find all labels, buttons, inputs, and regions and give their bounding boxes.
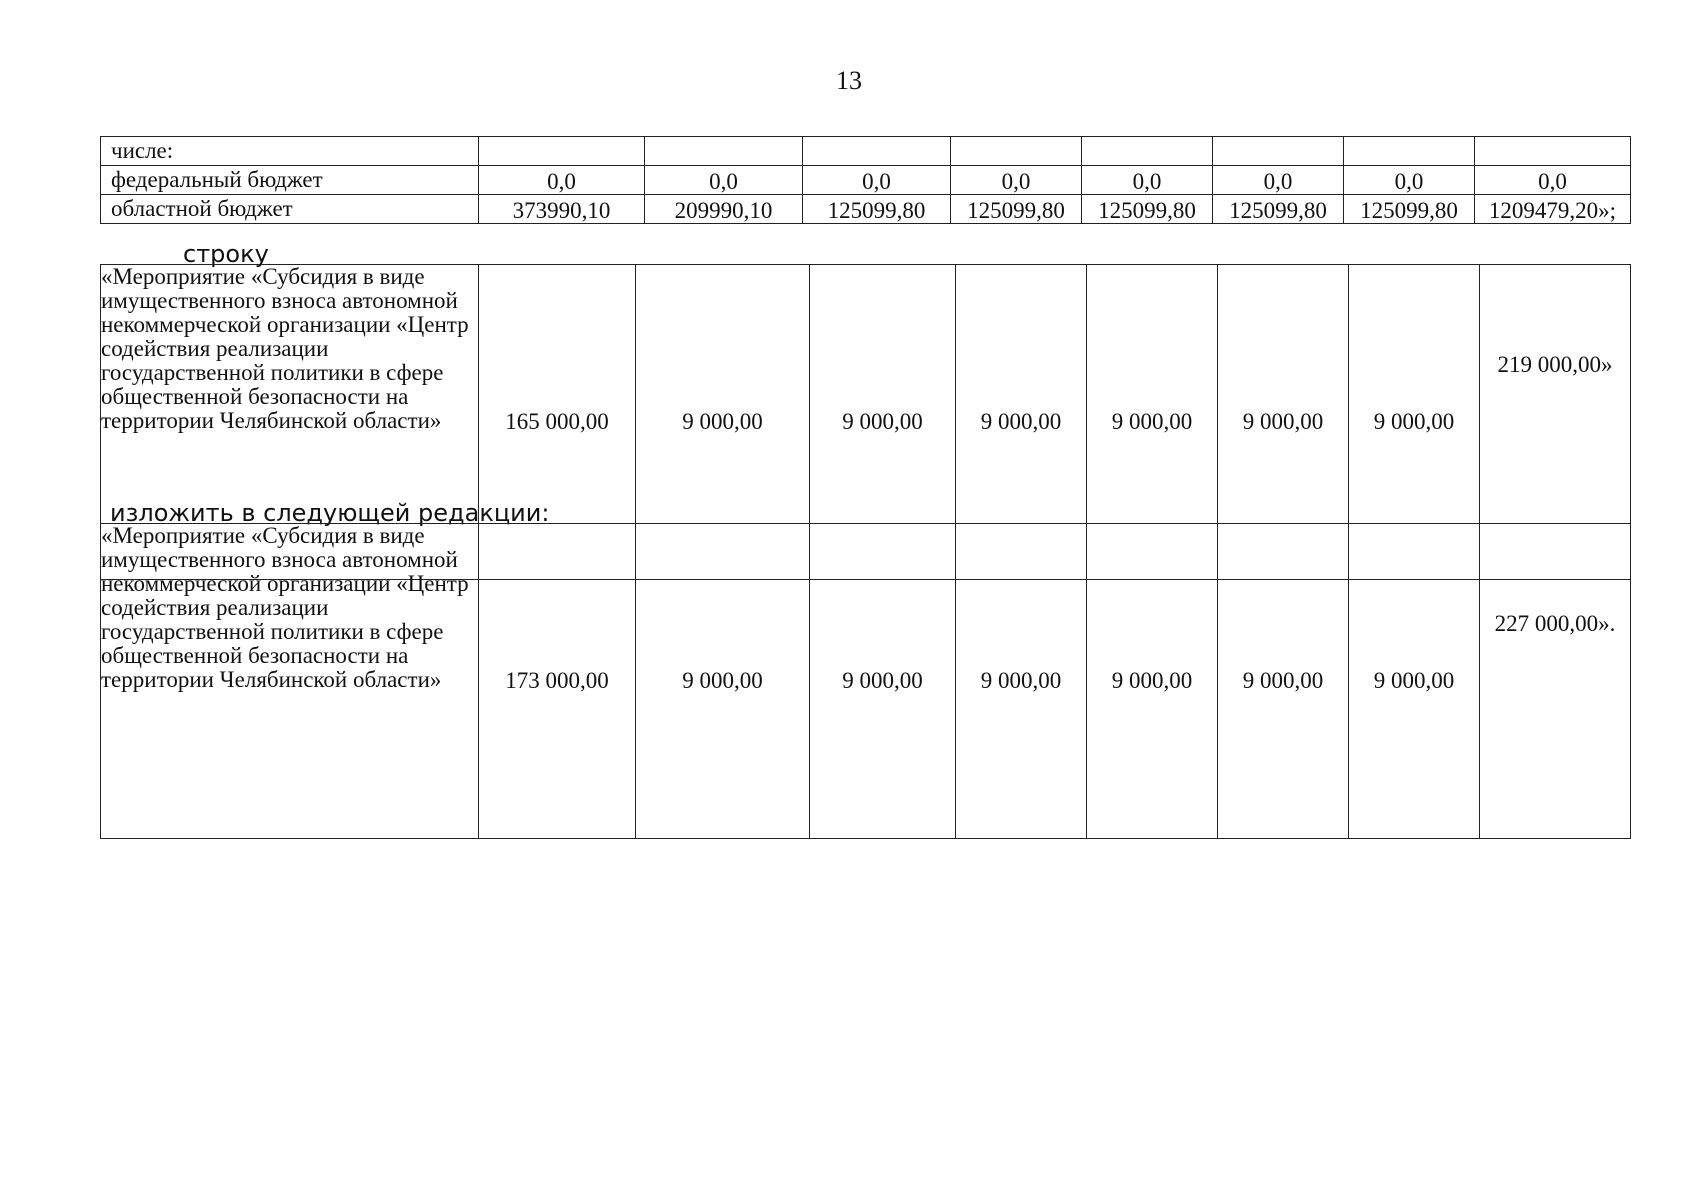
table-cell: 9 000,00 bbox=[1218, 524, 1349, 839]
table-cell: 227 000,00». bbox=[1480, 524, 1631, 839]
table-cell: 125099,80 bbox=[951, 195, 1082, 224]
table-cell: 125099,80 bbox=[1082, 195, 1213, 224]
table-cell bbox=[951, 137, 1082, 166]
table-cell: 0,0 bbox=[951, 166, 1082, 195]
table-cell: 9 000,00 bbox=[1349, 524, 1480, 839]
caption-line: изложить в следующей редакции: bbox=[110, 499, 550, 527]
table-cell: 209990,10 bbox=[645, 195, 803, 224]
page-number: 13 bbox=[836, 66, 862, 95]
table-cell: 219 000,00» bbox=[1480, 265, 1631, 580]
table-cell: 9 000,00 bbox=[1087, 265, 1218, 580]
table-row bbox=[101, 166, 1631, 195]
table-cell bbox=[645, 137, 803, 166]
table-cell: 9 000,00 bbox=[1218, 265, 1349, 580]
table-cell: 9 000,00 bbox=[636, 524, 810, 839]
table-cell: 125099,80 bbox=[803, 195, 951, 224]
table-cell: 9 000,00 bbox=[810, 524, 956, 839]
table-cell bbox=[479, 137, 645, 166]
table-row bbox=[101, 195, 1631, 224]
table-cell: 1209479,20»; bbox=[1475, 195, 1631, 224]
table-cell bbox=[803, 137, 951, 166]
table-cell: 0,0 bbox=[479, 166, 645, 195]
row-label: областной бюджет bbox=[101, 195, 479, 224]
table-row bbox=[101, 524, 1631, 839]
table-cell: 0,0 bbox=[1475, 166, 1631, 195]
row-description: «Мероприятие «Субсидия в виде имущественного взноса автономной некоммерческой организации «Центр содействия реализации государственной политики в сфере общественной безопасности на территории Челябинской области» bbox=[101, 265, 479, 580]
table-cell: 0,0 bbox=[645, 166, 803, 195]
table-cell: 0,0 bbox=[1082, 166, 1213, 195]
table-row bbox=[101, 137, 1631, 166]
table-cell bbox=[1475, 137, 1631, 166]
table-cell: 373990,10 bbox=[479, 195, 645, 224]
table-cell bbox=[1082, 137, 1213, 166]
table-cell: 9 000,00 bbox=[956, 265, 1087, 580]
table-cell: 165 000,00 bbox=[479, 265, 636, 580]
table-cell: 9 000,00 bbox=[1349, 265, 1480, 580]
table-cell: 9 000,00 bbox=[810, 265, 956, 580]
row-description: «Мероприятие «Субсидия в виде имущественного взноса автономной некоммерческой организации «Центр содействия реализации государственной политики в сфере общественной безопасности на территории Челябинской области» bbox=[101, 524, 479, 839]
table-cell: 173 000,00 bbox=[479, 524, 636, 839]
table-cell: 9 000,00 bbox=[636, 265, 810, 580]
row-label: федеральный бюджет bbox=[101, 166, 479, 195]
budget-table bbox=[100, 136, 1631, 224]
table-cell: 125099,80 bbox=[1344, 195, 1475, 224]
table-cell bbox=[1213, 137, 1344, 166]
table-cell: 125099,80 bbox=[1213, 195, 1344, 224]
table-cell: 0,0 bbox=[803, 166, 951, 195]
table-cell: 9 000,00 bbox=[956, 524, 1087, 839]
table-cell: 0,0 bbox=[1213, 166, 1344, 195]
new-row-table bbox=[100, 523, 1631, 839]
table-cell bbox=[1344, 137, 1475, 166]
caption-line: строку bbox=[183, 240, 269, 268]
table-cell: 9 000,00 bbox=[1087, 524, 1218, 839]
table-cell: 0,0 bbox=[1344, 166, 1475, 195]
row-label: числе: bbox=[101, 137, 479, 166]
